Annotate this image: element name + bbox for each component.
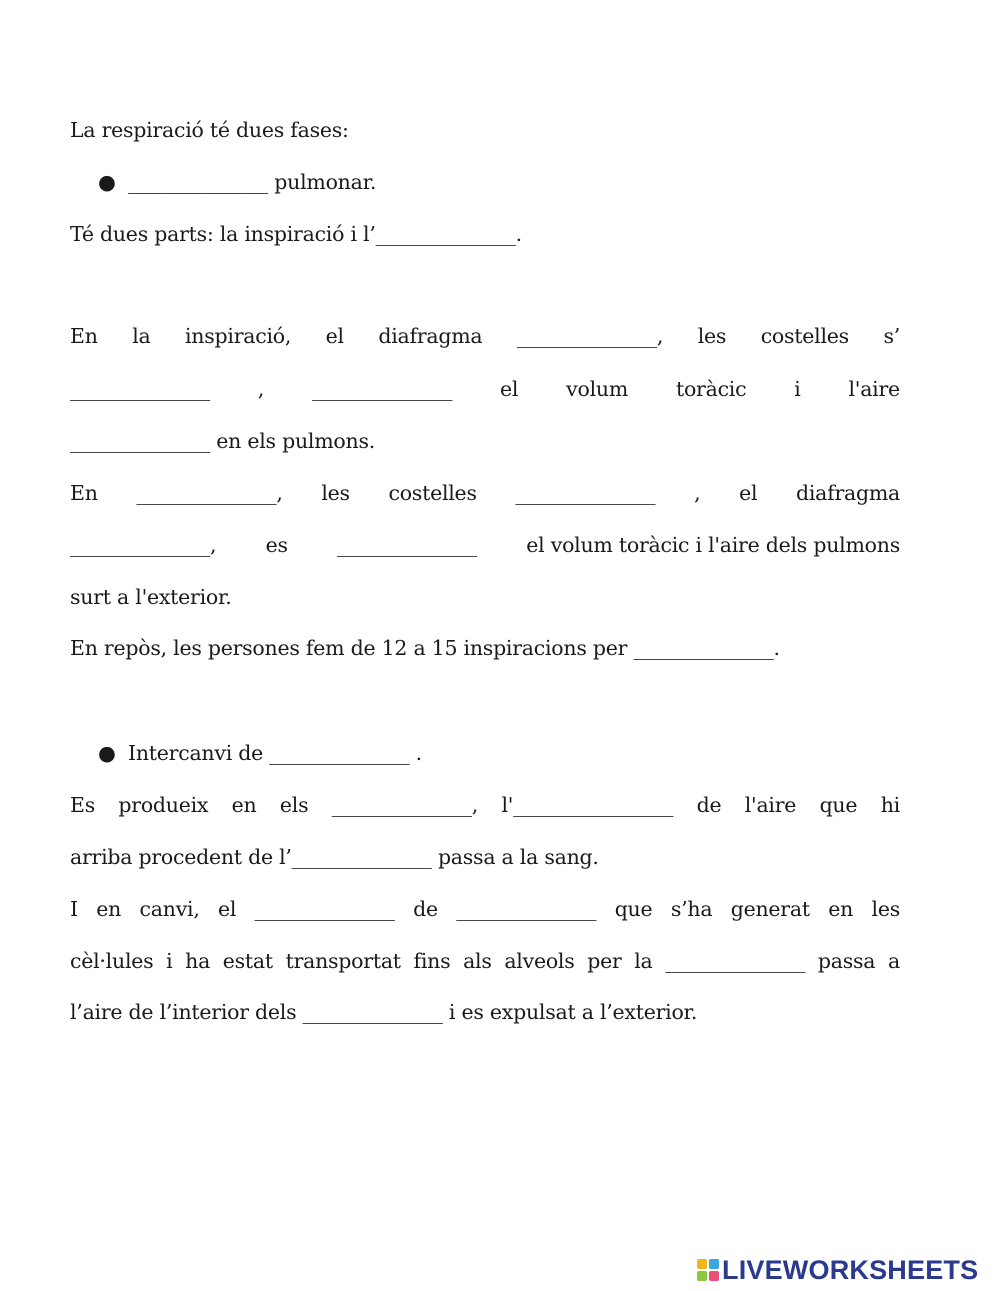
word: produeix bbox=[118, 793, 209, 817]
word: el bbox=[325, 324, 344, 348]
word: de bbox=[413, 897, 438, 921]
word: el bbox=[500, 377, 519, 401]
word: a bbox=[887, 949, 900, 973]
bullet-icon: ● bbox=[98, 170, 116, 194]
word: la bbox=[132, 324, 151, 348]
word: els bbox=[279, 793, 309, 817]
blank: ______________ bbox=[456, 897, 597, 921]
logo-block bbox=[709, 1271, 719, 1281]
paragraph-co2-line-1 bbox=[70, 895, 900, 923]
word: , bbox=[257, 377, 265, 401]
blank: ______________, bbox=[70, 533, 217, 557]
word: Es bbox=[70, 793, 95, 817]
logo-blocks-icon bbox=[697, 1259, 719, 1281]
word: en bbox=[96, 897, 122, 921]
paragraph-exchange-line-1 bbox=[70, 791, 900, 819]
word: s’ha bbox=[670, 897, 713, 921]
phrase: el volum toràcic i l'aire dels pulmons bbox=[526, 533, 900, 557]
paragraph-inspiration-line-3: ______________ en els pulmons. bbox=[70, 429, 375, 453]
liveworksheets-logo bbox=[697, 1254, 978, 1286]
blank: ______________ bbox=[515, 481, 656, 505]
word: volum bbox=[566, 377, 629, 401]
paragraph-expiration-line-3: surt a l'exterior. bbox=[70, 585, 232, 609]
logo-text: LIVEWORKSHEETS bbox=[722, 1254, 979, 1285]
logo-block bbox=[697, 1271, 707, 1281]
blank: ______________ bbox=[665, 949, 806, 973]
section-1-heading bbox=[98, 168, 376, 196]
blank: l'________________ bbox=[501, 793, 674, 817]
blank: ______________, bbox=[516, 324, 664, 348]
word: costelles bbox=[760, 324, 849, 348]
paragraph-inspiration-line-2 bbox=[70, 375, 900, 403]
word: alveols bbox=[504, 949, 575, 973]
word: cèl·lules bbox=[70, 949, 154, 973]
word: fins bbox=[413, 949, 451, 973]
word: es bbox=[265, 533, 288, 557]
blank: ______________, bbox=[331, 793, 479, 817]
blank: ______________ bbox=[70, 377, 210, 401]
word: I bbox=[70, 897, 78, 921]
word: als bbox=[463, 949, 492, 973]
logo-block bbox=[709, 1259, 719, 1269]
paragraph-exchange-line-2: arriba procedent de l’______________ passa a la sang. bbox=[70, 845, 599, 869]
paragraph-co2-line-3: l’aire de l’interior dels ______________ i es expulsat a l’exterior. bbox=[70, 1000, 698, 1024]
word: diafragma bbox=[795, 481, 900, 505]
section-1-heading-text: ______________ pulmonar. bbox=[128, 170, 377, 194]
blank: ______________, bbox=[136, 481, 283, 505]
intro-text: La respiració té dues fases: bbox=[70, 118, 349, 142]
word: costelles bbox=[388, 481, 477, 505]
word: estat bbox=[222, 949, 273, 973]
blank: ______________ bbox=[312, 377, 453, 401]
word: diafragma bbox=[378, 324, 483, 348]
paragraph-co2-line-2 bbox=[70, 947, 900, 975]
section-2-heading-text: Intercanvi de ______________ . bbox=[128, 741, 422, 765]
blank: ______________ bbox=[337, 533, 477, 557]
word: canvi, bbox=[139, 897, 200, 921]
word: el bbox=[218, 897, 237, 921]
word: les bbox=[321, 481, 350, 505]
word: que bbox=[819, 793, 858, 817]
word: En bbox=[70, 324, 98, 348]
word: inspiració, bbox=[184, 324, 292, 348]
paragraph-expiration-line-2 bbox=[70, 531, 900, 559]
word: de bbox=[696, 793, 722, 817]
word: l'aire bbox=[848, 377, 900, 401]
section-2-heading bbox=[98, 739, 422, 767]
word: transportat bbox=[285, 949, 401, 973]
logo-block bbox=[697, 1259, 707, 1269]
bullet-icon: ● bbox=[98, 741, 116, 765]
word: passa bbox=[817, 949, 876, 973]
word: les bbox=[871, 897, 900, 921]
word: el bbox=[739, 481, 758, 505]
word: i bbox=[794, 377, 801, 401]
word: en bbox=[828, 897, 854, 921]
word: toràcic bbox=[675, 377, 747, 401]
word: En bbox=[70, 481, 98, 505]
paragraph-phases: Té dues parts: la inspiració i l’______________. bbox=[70, 222, 522, 246]
paragraph-inspiration-line-1 bbox=[70, 322, 900, 350]
blank: ______________ bbox=[254, 897, 395, 921]
word: per bbox=[587, 949, 622, 973]
word: hi bbox=[880, 793, 900, 817]
word: generat bbox=[730, 897, 810, 921]
word: , bbox=[694, 481, 701, 505]
word: s’ bbox=[883, 324, 900, 348]
paragraph-expiration-line-1 bbox=[70, 479, 900, 507]
word: la bbox=[634, 949, 653, 973]
word: ha bbox=[185, 949, 211, 973]
paragraph-rest-rate: En repòs, les persones fem de 12 a 15 inspiracions per ______________. bbox=[70, 636, 780, 660]
word: que bbox=[614, 897, 653, 921]
word: i bbox=[166, 949, 173, 973]
word: les bbox=[697, 324, 727, 348]
word: l'aire bbox=[744, 793, 797, 817]
word: en bbox=[231, 793, 257, 817]
